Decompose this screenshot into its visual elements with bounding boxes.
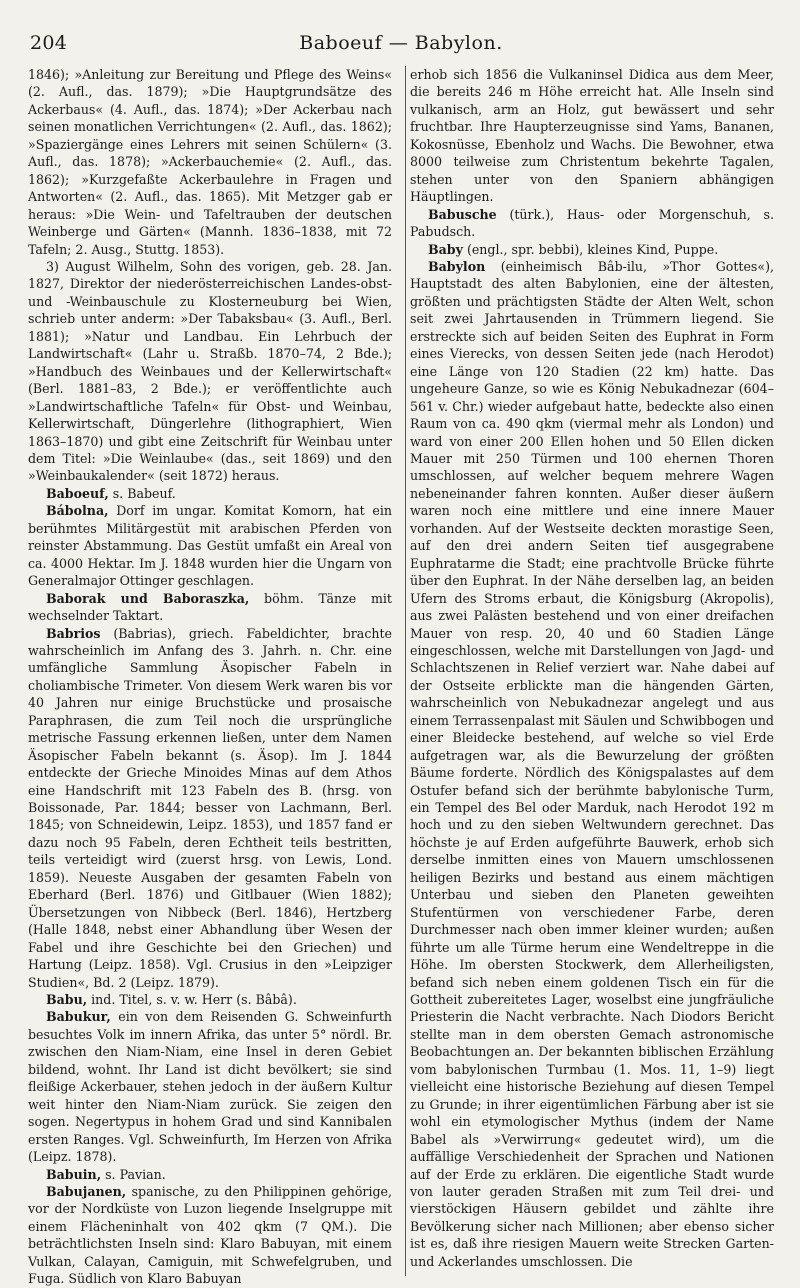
entry-babylon xyxy=(410,258,774,1270)
entry-headword: Babujanen, xyxy=(46,1184,127,1199)
entry-text: s. Babeuf. xyxy=(108,485,176,501)
entry-text: (engl., spr. bebbi), kleines Kind, Puppe. xyxy=(462,241,719,257)
entry-headword: Baby xyxy=(428,241,463,257)
entry-baby xyxy=(410,241,774,258)
entry-headword: Babukur, xyxy=(46,1009,111,1025)
entry-headword: Baboeuf, xyxy=(46,485,109,501)
left-column xyxy=(28,66,392,1288)
entry-text: böhm. Tänze mit wechselnder Taktart. xyxy=(28,590,392,624)
entry-headword: Bábolna, xyxy=(46,503,109,519)
entry-headword: Babrios xyxy=(46,625,101,641)
entry-text: Dorf im ungar. Komitat Komorn, hat ein berühmtes Militärgestüt mit arabischen Pferden von reinster Abstammung. Das Gestüt umfaßt ein Areal von ca. 4000 Hektar. Im J. 1848 wurden hier die Ungarn von Generalmajor Ottinger geschlagen. xyxy=(28,503,392,589)
entry-babuin xyxy=(28,1166,392,1183)
paragraph: 1846); »Anleitung zur Bereitung und Pflege des Weins« (2. Aufl., das. 1879); »Die Hauptgrundsätze des Ackerbaus« (4. Aufl., das. 1874); »Der Ackerbau nach seinen monatlichen Verrichtungen« (2. Aufl., das. 1862); »Spaziergänge eines Lehrers mit seinen Schülern« (3. Aufl., das. 1878); »Ackerbauchemie« (2. Aufl., das. 1862); »Kurzgefaßte Ackerbaulehre in Fragen und Antworten« (2. Aufl., das. 1865). Mit Metzger gab er heraus: »Die Wein- und Tafeltrauben der deutschen Weinberge und Gärten« (Mannh. 1836–1838, mit 72 Tafeln; 2. Ausg., Stuttg. 1853). xyxy=(28,67,392,257)
page-number: 204 xyxy=(30,32,68,54)
text-columns xyxy=(28,66,774,1288)
entry-headword: Babu, xyxy=(46,992,88,1008)
entry-babujanen xyxy=(28,1183,392,1288)
entry-text: ind. Titel, s. v. w. Herr (s. Bâbâ). xyxy=(87,992,297,1008)
entry-text: spanische, zu den Philippinen gehörige, vor der Nordküste von Luzon liegende Inselgruppe mit einem Flächeninhalt von 402 qkm (7 QM.). Die beträchtlichsten Inseln sind: Klaro Babuyan, mit einem Vulkan, Calayan, Camiguin, mit Schwefelgruben, und Fuga. Südlich von Klaro Babuyan xyxy=(28,1184,392,1287)
entry-babusche xyxy=(410,206,774,241)
page-header xyxy=(28,28,774,54)
entry-headword: Baborak und Baboraszka, xyxy=(46,590,250,606)
entry-text: (Babrias), griech. Fabeldichter, brachte wahrscheinlich im Anfang des 3. Jahrh. n. Chr. eine umfängliche Sammlung Äsopischer Fabeln in choliambische Trimeter. Von diesem Werk waren bis vor 40 Jahren nur einige Bruchstücke und prosaische Paraphrasen, die zum Teil noch die ursprüngliche metrische Fassung erkennen ließen, unter dem Namen Äsopischer Fabeln bekannt (s. Äsop). Im J. 1844 entdeckte der Grieche Minoides Minas auf dem Athos eine Handschrift mit 123 Fabeln des B. (hrsg. von Boissonade, Par. 1844; besser von Lachmann, Berl. 1845; von Schneidewin, Leipz. 1853), und 1857 fand er dazu noch 95 Fabeln, deren Echtheit teils bestritten, teils verteidigt wird (zuerst hrsg. von Lewis, Lond. 1859). Neueste Ausgaben der gesamten Fabeln von Eberhard (Berl. 1876) und Gitlbauer (Wien 1882); Übersetzungen von Nibbeck (Berl. 1846), Hertzberg (Halle 1848, nebst einer Abhandlung über Wesen der Fabel und ihre Geschichte bei den Griechen) und Hartung (Leipz. 1858). Vgl. Crusius in den »Leipziger Studien«, Bd. 2 (Leipz. 1879). xyxy=(28,625,392,990)
entry-headword: Babusche xyxy=(428,206,497,222)
entry-babu xyxy=(28,991,392,1008)
entry-baboeuf xyxy=(28,485,392,502)
entry-text: (einheimisch Bâb-ilu, »Thor Gottes«), Hauptstadt des alten Babylonien, eine der ältesten, größten und prächtigsten Städte der Alten Welt, schon seit zwei Jahrtausenden in Trümmern liegend. Sie erstreckte sich auf beiden Seiten des Euphrat in Form eines Vierecks, von dessen Seiten jede (nach Herodot) eine Länge von 120 Stadien (22 km) hatte. Das ungeheure Ganze, so wie es König Nebukadnezar (604–561 v. Chr.) wieder aufgebaut hatte, bedeckte also einen Raum von ca. 490 qkm (viermal mehr als London) und ward von einer 200 Ellen hohen und 50 Ellen dicken Mauer mit 250 Türmen und 100 ehernen Thoren umschlossen, auf welcher bequem mehrere Wagen nebeneinander fahren konnten. Außer dieser äußern waren noch eine mittlere und eine innere Mauer vorhanden. Auf der Westseite deckten morastige Seen, auf den drei andern Seiten tief ausgegrabene Euphratarme die Stadt; eine prachtvolle Brücke führte über den Euphrat. In der Nähe derselben lag, an beiden Ufern des Stroms erbaut, die Königsburg (Akropolis), aus zwei Palästen bestehend und von einer dreifachen Mauer von resp. 20, 40 und 60 Stadien Länge eingeschlossen, welche mit Darstellungen von Jagd- und Schlachtszenen in Relief verziert war. Nahe dabei auf der Ostseite erblickte man die hängenden Gärten, wahrscheinlich von Nebukadnezar angelegt und aus einem Terrassenpalast mit Säulen und Schwibbogen und einer Bleidecke bestehend, auf welche so viel Erde aufgetragen war, als die Bewurzelung der größten Bäume forderte. Nördlich des Königspalastes auf dem Ostufer befand sich der berühmte babylonische Turm, ein Tempel des Bel oder Marduk, nach Herodot 192 m hoch und zu den sieben Weltwundern gerechnet. Das höchste je auf Erden aufgeführte Bauwerk, erhob sich derselbe inmitten eines von Mauern umschlossenen heiligen Bezirks und bestand aus einem mächtigen Unterbau und sieben den Planeten geweihten Stufentürmen von verschiedener Farbe, deren Durchmesser nach oben immer kleiner wurden; außen führte um alle Türme herum eine Wendeltreppe in die Höhe. Im obersten Stockwerk, dem Allerheiligsten, befand sich neben einem goldenen Tisch ein für die Gottheit zubereitetes Lager, woselbst eine jungfräuliche Priesterin die Nacht verbrachte. Nach Diodors Bericht stellte man in dem obersten Gemach astronomische Beobachtungen an. Der bekannten biblischen Erzählung vom babylonischen Turmbau (1. Mos. 11, 1–9) liegt vielleicht eine historische Beziehung auf diesen Tempel zu Grunde; in ihrer eigentümlichen Färbung aber ist sie wohl ein etymologischer Mythus (indem der Name Babel als »Verwirrung« gedeutet wird), um die auffällige Verschiedenheit der Sprachen und Nationen auf der Erde zu erklären. Die eigentliche Stadt wurde von lauter geraden Straßen mit zum Teil drei- und vierstöckigen Häusern gebildet und zählte ihre Bevölkerung sicher nach Millionen; aber ebenso sicher ist es, daß ihre riesigen Mauern weite Strecken Garten- und Ackerlandes umschlossen. Die xyxy=(410,258,774,1269)
column-divider xyxy=(405,66,406,1276)
entry-babolna xyxy=(28,502,392,589)
entry-headword: Babylon xyxy=(428,258,486,274)
entry-text: (türk.), Haus- oder Morgenschuh, s. Pabudsch. xyxy=(410,206,774,240)
paragraph: erhob sich 1856 die Vulkaninsel Didica aus dem Meer, die bereits 246 m Höhe erreicht hat. Alle Inseln sind vulkanisch, arm an Holz, gut bewässert und sehr fruchtbar. Ihre Haupterzeugnisse sind Yams, Bananen, Kokosnüsse, Ebenholz und Wachs. Die Bewohner, etwa 8000 teilweise zum Christentum bekehrte Tagalen, stehen unter von den Spaniern abhängigen Häuptlingen. xyxy=(410,67,774,205)
entry-babukur xyxy=(28,1008,392,1165)
entry-baborak xyxy=(28,590,392,625)
entry-text: ein von dem Reisenden G. Schweinfurth besuchtes Volk im innern Afrika, das unter 5° nördl. Br. zwischen den Niam-Niam, eine Insel in deren Gebiet bildend, wohnt. Ihr Land ist dicht bevölkert; sie sind fleißige Ackerbauer, stehen jedoch in der äußern Kultur weit hinter den Niam-Niam zurück. Sie zeigen den sogen. Negertypus in hohem Grad und sind Kannibalen ersten Ranges. Vgl. Schweinfurth, Im Herzen von Afrika (Leipz. 1878). xyxy=(28,1009,392,1165)
paragraph: 3) August Wilhelm, Sohn des vorigen, geb. 28. Jan. 1827, Direktor der niederösterreichischen Landes-obst- und -Weinbauschule zu Klosterneuburg bei Wien, schrieb unter anderm: »Der Tabaksbau« (3. Aufl., Berl. 1881); »Natur und Landbau. Ein Lehrbuch der Landwirtschaft« (Lahr u. Straßb. 1870–74, 2 Bde.); »Handbuch des Weinbaues und der Kellerwirtschaft« (Berl. 1881–83, 2 Bde.); er veröffentlichte auch »Landwirtschaftliche Tafeln« für Obst- und Weinbau, Kellerwirtschaft, Düngerlehre (lithographiert, Wien 1863–1870) und gibt eine Zeitschrift für Weinbau unter dem Titel: »Die Weinlaube« (das., seit 1869) und den »Weinbaukalender« (seit 1872) heraus. xyxy=(28,258,392,484)
entry-text: s. Pavian. xyxy=(101,1166,166,1182)
running-title: Baboeuf — Babylon. xyxy=(299,32,503,54)
entry-headword: Babuin, xyxy=(46,1166,102,1182)
right-column xyxy=(410,66,774,1288)
entry-babrios xyxy=(28,625,392,992)
